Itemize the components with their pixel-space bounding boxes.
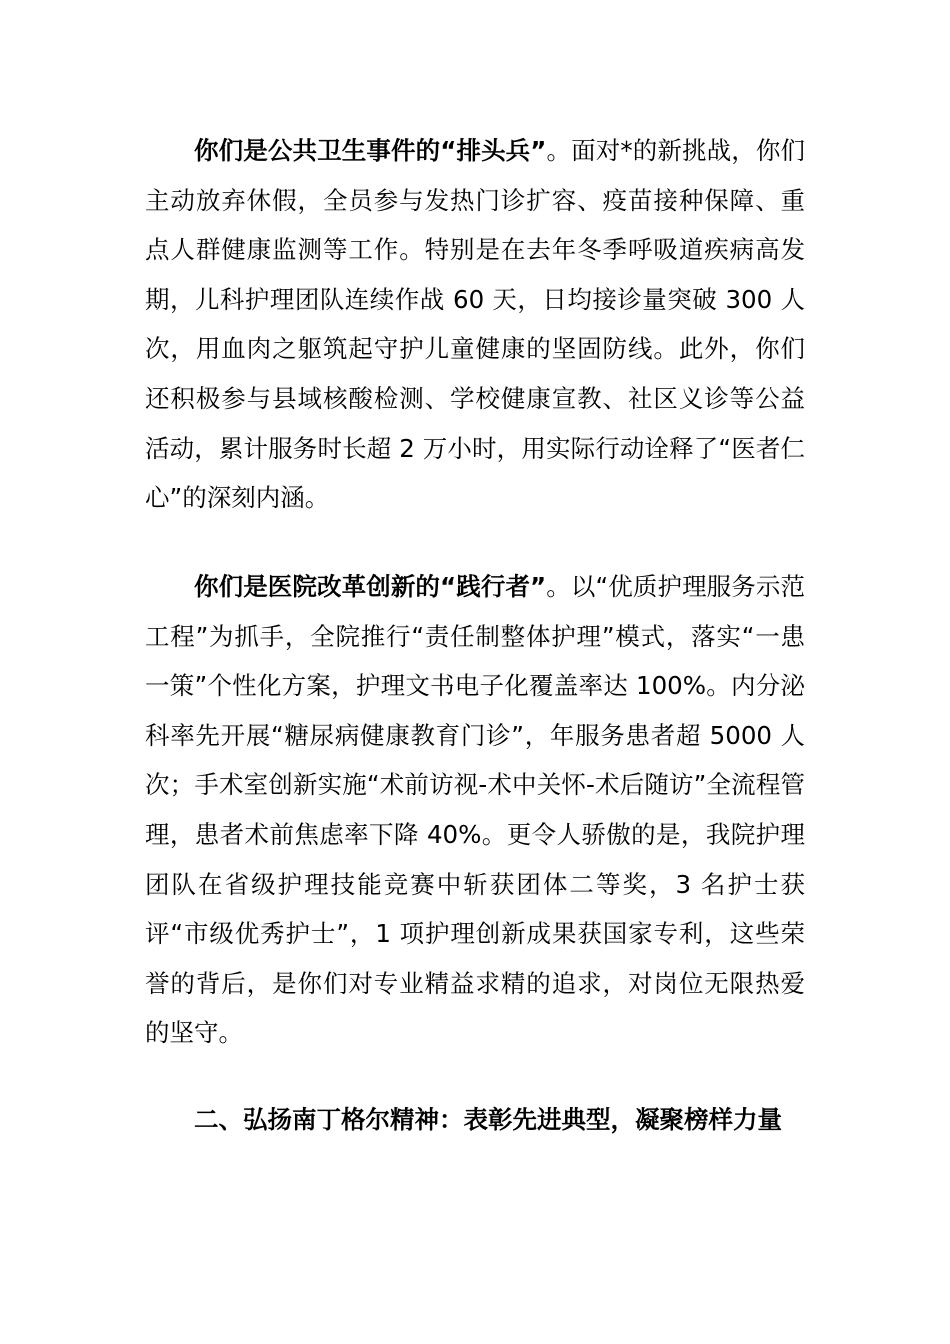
paragraph-reform [145,562,805,1058]
paragraph-frontline [145,126,805,523]
paragraph-lead: 你们是医院改革创新的“践行者” [194,572,547,601]
section-heading: 二、弘扬南丁格尔精神：表彰先进典型，凝聚榜样力量 [194,1105,782,1134]
paragraph-lead: 你们是公共卫生事件的“排头兵” [194,136,547,165]
paragraph-body: 。面对*的新挑战，你们主动放弃休假，全员参与发热门诊扩容、疫苗接种保障、重点人群健康监测等工作。特别是在去年冬季呼吸道疾病高发期，儿科护理团队连续作战 60 天，日均接诊量突破 300 人次，用血肉之躯筑起守护儿童健康的坚固防线。此外，你们还积极参与县域核酸检测、学校健康宣教、社区义诊等公益活动，累计服务时长超 2 万小时，用实际行动诠释了“医者仁心”的深刻内涵。 [145,136,806,513]
paragraph-body: 。以“优质护理服务示范工程”为抓手，全院推行“责任制整体护理”模式，落实“一患一策”个性化方案，护理文书电子化覆盖率达 100%。内分泌科率先开展“糖尿病健康教育门诊”，年服务患者超 5000 人次；手术室创新实施“术前访视-术中关怀-术后随访”全流程管理，患者术前焦虑率下降 40%。更令人骄傲的是，我院护理团队在省级护理技能竞赛中斩获团体二等奖，3 名护士获评“市级优秀护士”，1 项护理创新成果获国家专利，这些荣誉的背后，是你们对专业精益求精的追求，对岗位无限热爱的坚守。 [145,572,805,1048]
